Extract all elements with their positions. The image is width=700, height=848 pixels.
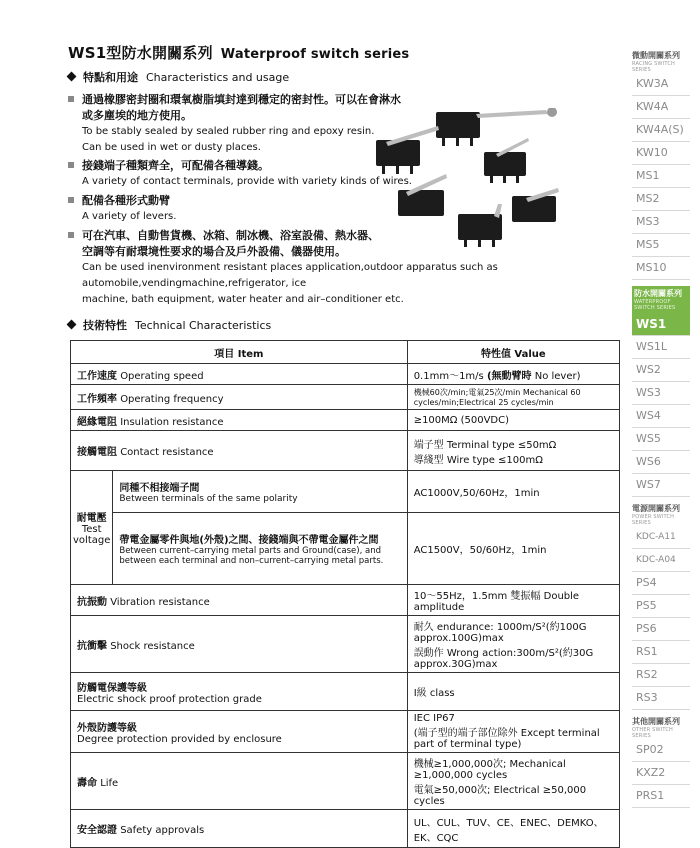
section1-zh: 特點和用途 <box>83 71 138 84</box>
sidebar-item[interactable]: PS4 <box>632 572 690 595</box>
table-row: 耐電壓 Test voltage 同種不相接端子間 Between terminals of the same polarity AC1000V,50/60Hz，1min <box>71 471 620 513</box>
diamond-bullet-icon <box>67 72 77 82</box>
sidebar-item[interactable]: RS2 <box>632 664 690 687</box>
feature-item: 可在汽車、自動售貨機、冰箱、制冰機、浴室設備、熱水器、 空調等有耐環境性要求的場合及戶外設備、儀器使用。 Can be used inenvironment resistant places application,outdoor apparatus such as automobile,vendingmachine,refrigerator, ice machine, bath equipment, water heater and air–conditioner etc. <box>68 228 638 308</box>
sidebar-item[interactable]: WS1L <box>632 336 690 359</box>
table-row: 接觸電阻 Contact resistance 端子型 Terminal type ≤50mΩ 導綫型 Wire type ≤100mΩ <box>71 431 620 471</box>
sidebar-item[interactable]: MS3 <box>632 211 690 234</box>
square-bullet-icon <box>68 96 74 102</box>
table-row: 壽命 Life 機械≥1,000,000次; Mechanical ≥1,000,000 cycles 電氣≥50,000次; Electrical ≥50,000 cycles <box>71 753 620 810</box>
sidebar-category: 電源開關系列 POWER SWITCH SERIES <box>632 504 680 526</box>
series-sidebar <box>632 44 690 808</box>
feature-item: 接錢端子種類齊全，可配備各種導錢。 A variety of contact terminals, provide with variety kinds of wires. <box>68 158 638 190</box>
table-row: 絕緣電阻 Insulation resistance ≥100MΩ (500VDC) <box>71 410 620 431</box>
table-row: 防觸電保護等級 Electric shock proof protection grade Ⅰ級 class <box>71 673 620 711</box>
product-photo <box>376 108 566 248</box>
sidebar-item[interactable]: WS2 <box>632 359 690 382</box>
page-title <box>68 42 409 63</box>
section2-en: Technical Characteristics <box>135 319 272 332</box>
sidebar-item[interactable]: RS1 <box>632 641 690 664</box>
sidebar-item[interactable]: SP02 <box>632 739 690 762</box>
spec-table <box>70 340 620 848</box>
header-value: 特性值 Value <box>407 341 619 364</box>
square-bullet-icon <box>68 232 74 238</box>
sidebar-item[interactable]: MS1 <box>632 165 690 188</box>
header-item: 項目 Item <box>71 341 408 364</box>
sidebar-item[interactable]: WS7 <box>632 474 690 497</box>
sidebar-item[interactable]: KXZ2 <box>632 762 690 785</box>
sidebar-item[interactable]: RS3 <box>632 687 690 710</box>
square-bullet-icon <box>68 162 74 168</box>
section-characteristics <box>64 69 289 85</box>
feature-item: 通過橡膠密封圈和環氧樹脂填封達到穩定的密封性。可以在會淋水 或多塵埃的地方使用。 To be stably sealed by sealed rubber ring and epoxy resin. Can be used in wet or dusty places. <box>68 92 638 156</box>
table-row: 抗衝擊 Shock resistance 耐久 endurance: 1000m/S²(約100G approx.100G)max 誤動作 Wrong action:300m/S²(約30G approx.30G)max <box>71 616 620 673</box>
table-row: 安全認證 Safety approvals UL、CUL、TUV、CE、ENEC、DEMKO、EK、CQC <box>71 810 620 848</box>
table-row: 工作頻率 Operating frequency 機械60次/min;電氣25次/min Mechanical 60 cycles/min;Electrical 25 cycles/min <box>71 385 620 410</box>
square-bullet-icon <box>68 197 74 203</box>
table-row: 工作速度 Operating speed 0.1mm～1m/s (無動臂時 No lever) <box>71 364 620 385</box>
sidebar-item[interactable]: MS5 <box>632 234 690 257</box>
section2-zh: 技術特性 <box>83 319 127 332</box>
sidebar-item[interactable]: PS6 <box>632 618 690 641</box>
sidebar-item[interactable]: MS2 <box>632 188 690 211</box>
title-en: Waterproof switch series <box>220 47 410 62</box>
sidebar-item[interactable]: KDC-A11 <box>632 526 690 549</box>
sidebar-item[interactable]: MS10 <box>632 257 690 280</box>
sidebar-item[interactable]: PRS1 <box>632 785 690 808</box>
title-zh: WS1型防水開關系列 <box>68 44 213 62</box>
sidebar-item[interactable]: KW4A <box>632 96 690 119</box>
table-row: 外殼防護等級 Degree protection provided by enclosure IEC IP67 (端子型的端子部位除外 Except terminal part of terminal type) <box>71 711 620 753</box>
sidebar-item[interactable]: WS5 <box>632 428 690 451</box>
section1-en: Characteristics and usage <box>146 71 290 84</box>
sidebar-item[interactable]: KW4A(S) <box>632 119 690 142</box>
table-header-row <box>71 341 620 364</box>
sidebar-item[interactable]: WS6 <box>632 451 690 474</box>
sidebar-item[interactable]: KW10 <box>632 142 690 165</box>
section-technical <box>64 317 271 333</box>
sidebar-category-active: 防水開關系列 WATERPROOF SWITCH SERIES <box>632 286 690 313</box>
sidebar-category: 其他開關系列 OTHER SWITCH SERIES <box>632 717 680 739</box>
sidebar-item[interactable]: WS4 <box>632 405 690 428</box>
sidebar-item[interactable]: PS5 <box>632 595 690 618</box>
sidebar-item[interactable]: KW3A <box>632 73 690 96</box>
diamond-bullet-icon <box>67 320 77 330</box>
table-row: 帶電金屬零件與地(外殼)之間、接錢端與不帶電金屬件之間 Between current–carrying metal parts and Ground(case), and between each terminal and non–current–carrying metal parts. AC1500V，50/60Hz，1min <box>71 513 620 585</box>
feature-item: 配備各種形式動臂 A variety of levers. <box>68 193 638 225</box>
sidebar-item[interactable]: WS3 <box>632 382 690 405</box>
table-row: 抗振動 Vibration resistance 10～55Hz，1.5mm 雙振幅 Double amplitude <box>71 585 620 616</box>
sidebar-item-active[interactable]: WS1 <box>632 313 690 336</box>
sidebar-category: 微動開關系列 RACING SWITCH SERIES <box>632 51 680 73</box>
sidebar-item[interactable]: KDC-A04 <box>632 549 690 572</box>
